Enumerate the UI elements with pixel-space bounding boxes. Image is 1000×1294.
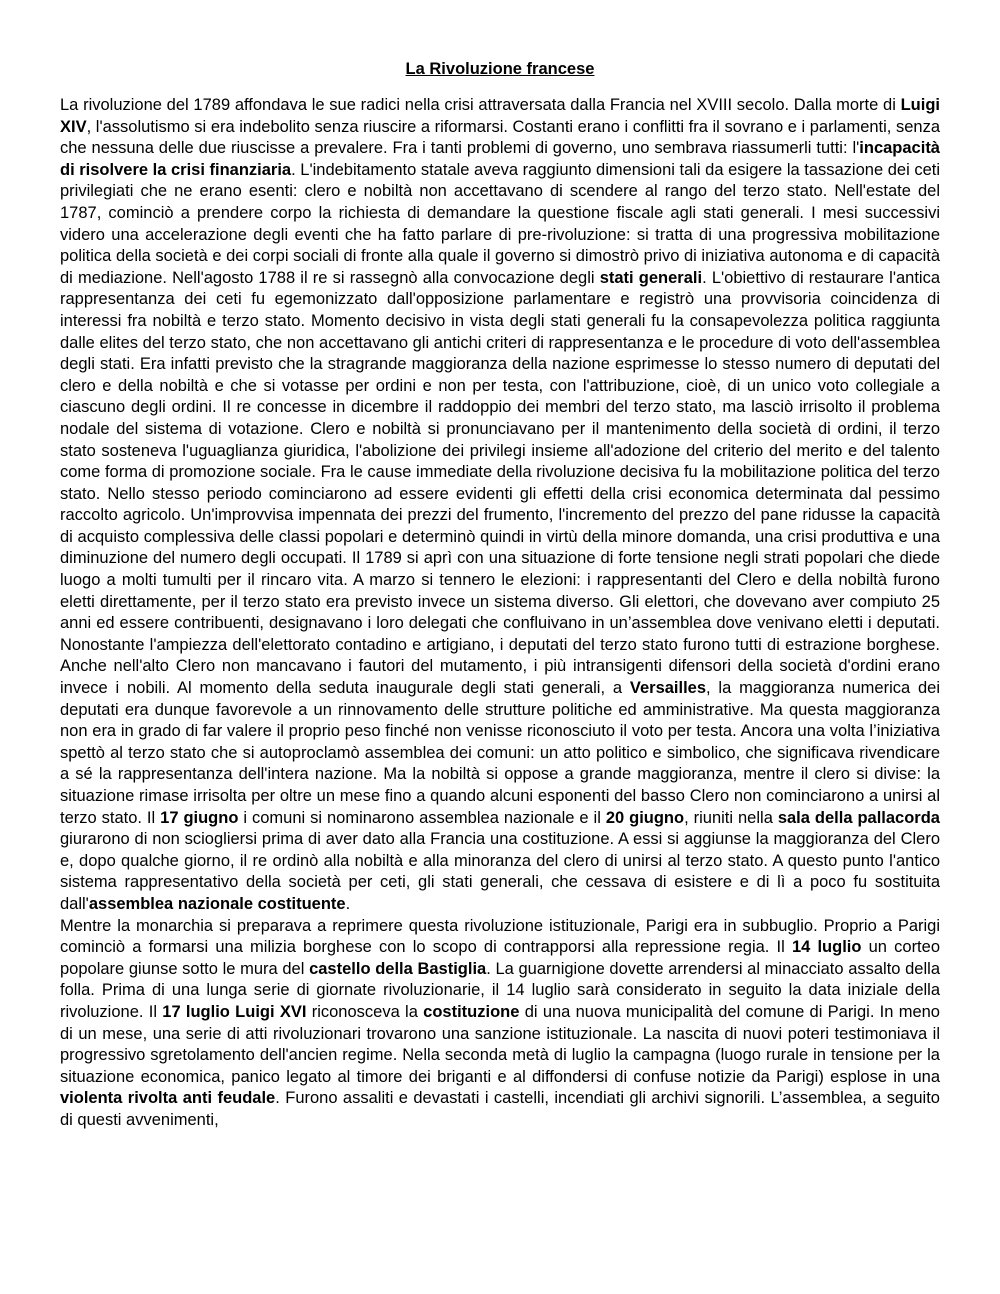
bold-text: incapacità di risolvere la crisi finanziaria (60, 139, 940, 179)
document-title: La Rivoluzione francese (405, 60, 595, 78)
text-segment: . L'indebitamento statale aveva raggiunto dimensioni tali da esigere la tassazione dei ceti privilegiati che ne erano esenti: clero e nobiltà non accettavano di scendere al rango del terzo stato. Nell'estate del 1787, cominciò a prendere corpo la richiesta di demandare la questione fiscale agli stati generali. I mesi successivi videro una accelerazione degli eventi che ha fatto parlare di pre-rivoluzione: si tratta di una progressiva mobilitazione politica della società e dei corpi sociali di fronte alla quale il governo si dimostrò privo di iniziativa autonoma e di capacità di mediazione. Nell'agosto 1788 il re si rassegnò alla convocazione degli (60, 160, 940, 287)
text-segment: La rivoluzione del 1789 affondava le sue radici nella crisi attraversata dalla Francia nel XVIII secolo. Dalla morte di (60, 96, 901, 114)
bold-text: Luigi XIV (60, 96, 940, 136)
bold-text: violenta rivolta anti feudale (60, 1089, 276, 1108)
bold-text: castello della Bastiglia (309, 959, 487, 978)
paragraph (60, 95, 940, 916)
text-segment: riconosceva la (306, 1002, 424, 1021)
bold-text: 17 giugno (160, 808, 239, 827)
text-segment: . L'obiettivo di restaurare l'antica rappresentanza dei ceti fu egemonizzato dall'opposizione parlamentare e registrò una provvisoria coincidenza di interessi fra nobiltà e terzo stato. Momento decisivo in vista degli stati generali fu la consapevolezza politica raggiunta dalle elites del terzo stato, che non accettavano gli antichi criteri di rappresentanza e le procedure di voto dell'assemblea degli stati. Era infatti previsto che la stragrande maggioranza della nazione esprimesse lo stesso numero di deputati del clero e della nobiltà e che si votasse per ordini e non per testa, con l'attribuzione, cioè, di un unico voto collegiale a ciascuno degli ordini. Il re concesse in dicembre il raddoppio dei membri del terzo stato, ma lasciò irrisolto il problema nodale del sistema di votazione. Clero e nobiltà si pronunciavano per il mantenimento della società di ordini, il terzo stato sosteneva l'uguaglianza giuridica, l'abolizione dei privilegi insieme all'adozione del criterio del merito e del talento come forma di promozione sociale. Fra le cause immediate della rivoluzione decisiva fu la mobilitazione politica del terzo stato. Nello stesso periodo cominciarono ad essere evidenti gli effetti della crisi economica determinata dal pessimo raccolto agricolo. Un'improvvisa impennata dei prezzi del frumento, l'incremento del prezzo del pane ridusse la capacità di acquisto complessiva delle classi popolari e determinò quindi in virtù della minore domanda, una crisi produttiva e una diminuzione del numero degli occupati. Il 1789 si aprì con una situazione di forte tensione negli strati popolari che diede luogo a molti tumulti per il rincaro vita. A marzo si tennero le elezioni: i rappresentanti del Clero e della nobiltà furono eletti direttamente, per il terzo stato era previsto invece un sistema diverso. Gli elettori, che dovevano aver compiuto 25 anni ed essere contribuenti, designavano i loro delegati che confluivano in un’assemblea dove venivano eletti i deputati. Nonostante l'ampiezza dell'elettorato contadino e artigiano, i deputati del terzo stato furono tutti di estrazione borghese. Anche nell'alto Clero non mancavano i fautori del mutamento, i più intransigenti difensori della società d'ordini erano invece i nobili. Al momento della seduta inaugurale degli stati generali, a (60, 268, 940, 698)
text-segment: . La guarnigione dovette arrendersi al minacciato assalto della folla. Prima di una lunga serie di giornate rivoluzionarie, il 14 luglio sarà considerato in seguito la data iniziale della rivoluzione. Il (60, 959, 940, 1021)
document-body (60, 95, 940, 1132)
text-segment: Mentre la monarchia si preparava a reprimere questa rivoluzione istituzionale, Parigi era in subbuglio. Proprio a Parigi cominciò a formarsi una milizia borghese con lo scopo di contrapporsi alla repressione regia. Il (60, 916, 940, 957)
text-segment: un corteo popolare giunse sotto le mura del (60, 938, 940, 978)
text-segment: , la maggioranza numerica dei deputati era dunque favorevole a un rinnovamento delle strutture politiche ed amministrative. Ma questa maggioranza non era in grado di far valere il proprio peso finché non venisse riconosciuto il voto per testa. Ancora una volta l’iniziativa spettò al terzo stato che si autoproclamò assemblea dei comuni: un atto politico e simbolico, che significava rivendicare a sé la rappresentanza dell'intera nazione. Ma la nobiltà si oppose a grande maggioranza, mentre il clero si divise: la situazione rimase irrisolta per oltre un mese fino a quando alcuni esponenti del basso Clero non cominciarono a unirsi al terzo stato. Il (60, 679, 940, 827)
bold-text: Versailles (629, 679, 707, 698)
bold-text: assemblea nazionale costituente (88, 894, 346, 913)
document-page (60, 58, 940, 1132)
text-segment: giurarono di non sciogliersi prima di aver dato alla Francia una costituzione. A essi si aggiunse la maggioranza del Clero e, dopo qualche giorno, il re ordinò alla nobiltà e alla minoranza del clero di unirsi al terzo stato. A questo punto l'antico sistema rappresentativo della società per ceti, gli stati generali, che cessava di esistere e di lì a poco fu sostituita dall' (60, 830, 940, 913)
bold-text: costituzione (423, 1002, 520, 1021)
bold-text: 17 luglio Luigi XVI (162, 1002, 307, 1021)
bold-text: stati generali (599, 268, 703, 287)
text-segment: , riuniti nella (684, 808, 778, 827)
text-segment: di una nuova municipalità del comune di Parigi. In meno di un mese, una serie di atti rivoluzionari trovarono una sanzione istituzionale. La nascita di nuovi poteri testimoniava il progressivo sgretolamento dell'ancien regime. Nella seconda metà di luglio la campagna (luogo rurale in tensione per la situazione economica, panico legato al timore dei briganti e al diffondersi di confuse notizie da Parigi) esplose in una (60, 1002, 940, 1086)
bold-text: sala della pallacorda (777, 808, 940, 827)
text-segment: i comuni si nominarono assemblea nazionale e il (238, 808, 606, 827)
text-segment: . Furono assaliti e devastati i castelli, incendiati gli archivi signorili. L’assemblea, a seguito di questi avvenimenti, (60, 1089, 940, 1129)
paragraph (60, 916, 940, 1132)
text-segment: . (345, 894, 351, 913)
bold-text: 14 luglio (791, 938, 862, 957)
text-segment: , l'assolutismo si era indebolito senza riuscire a riformarsi. Costanti erano i conflitti fra il sovrano e i parlamenti, senza che nessuna delle due riuscisse a prevalere. Fra i tanti problemi di governo, uno sembrava riassumerli tutti: l' (60, 117, 940, 158)
bold-text: 20 giugno (605, 808, 685, 827)
